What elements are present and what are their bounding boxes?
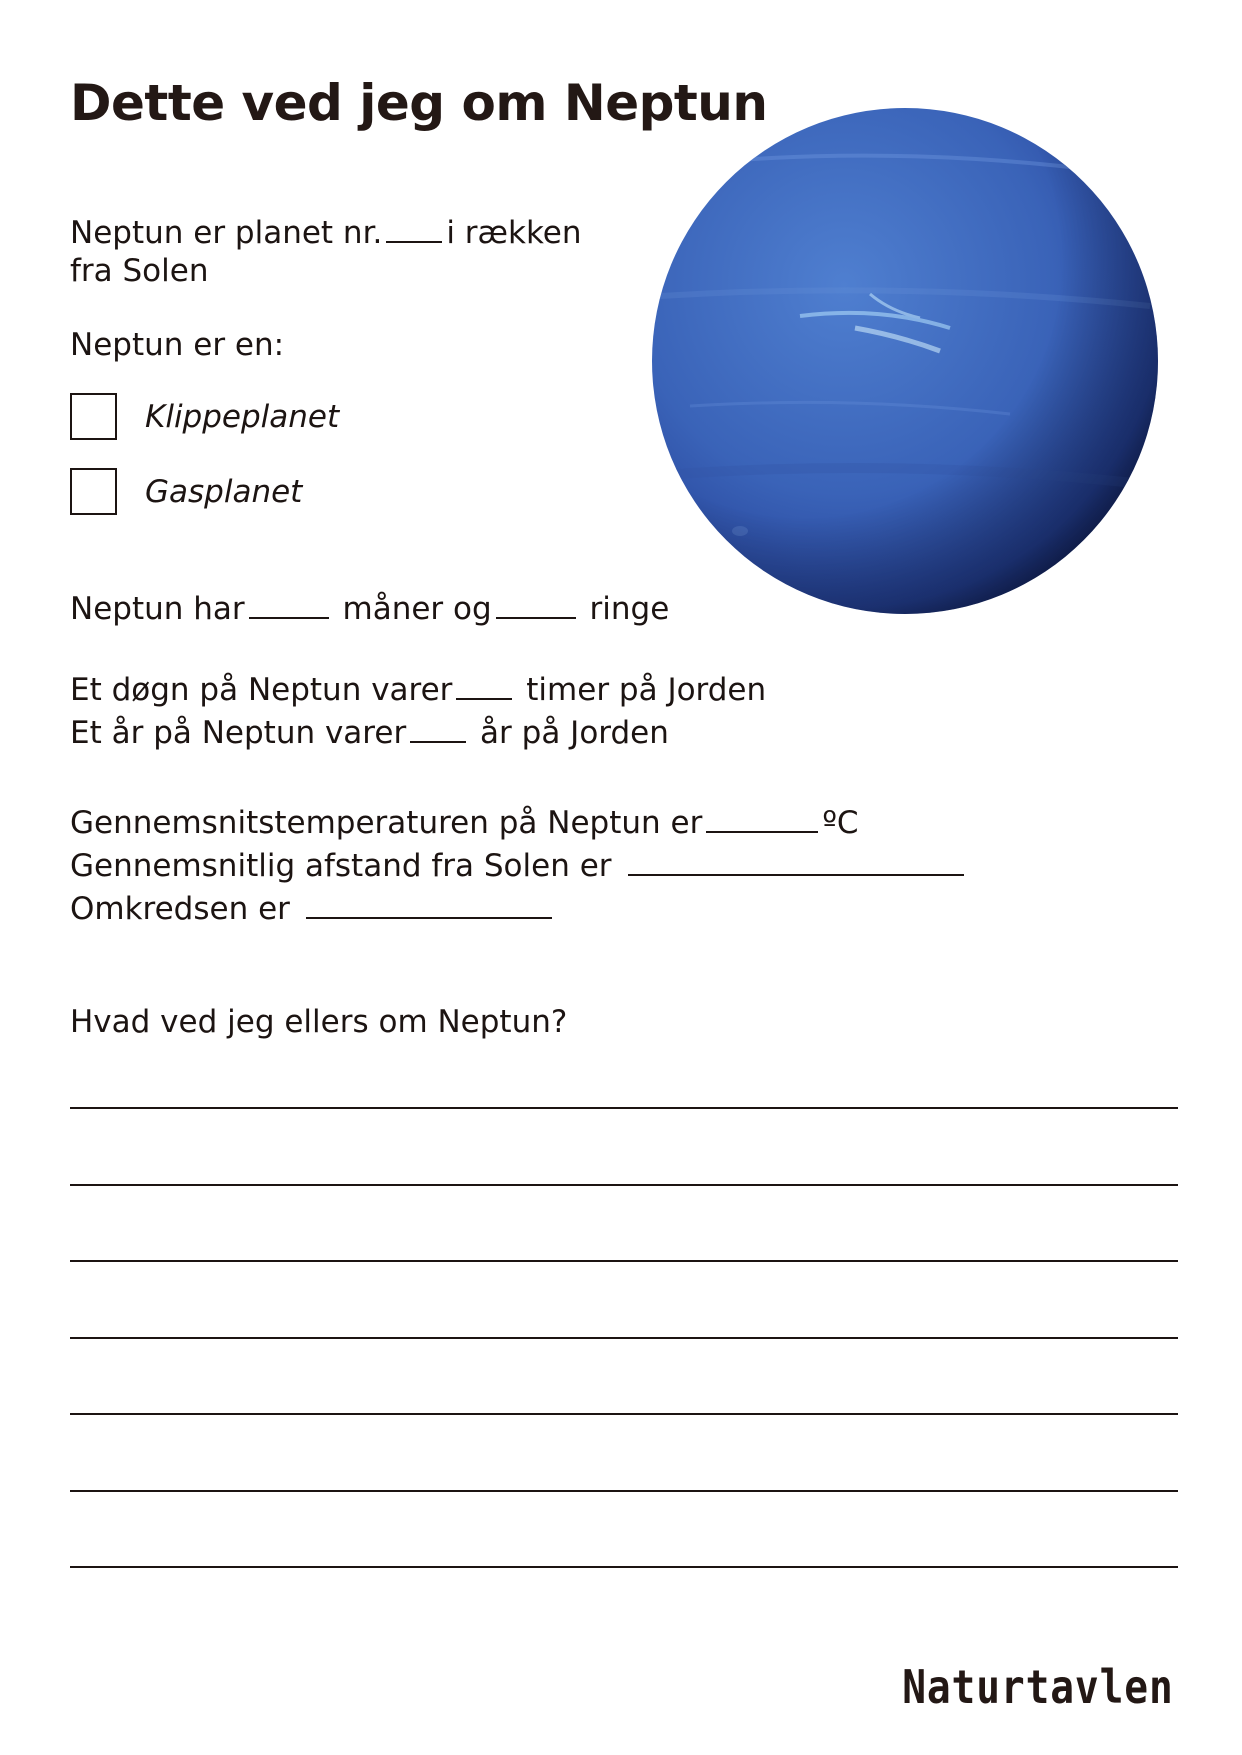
writing-line-3[interactable] (70, 1260, 1178, 1262)
question-year-length (70, 714, 669, 752)
q1-text-a: Neptun er planet nr. (70, 215, 383, 251)
writing-line-1[interactable] (70, 1107, 1178, 1109)
temperature-blank[interactable] (706, 807, 818, 833)
celsius-unit: ºC (822, 805, 859, 841)
q1-text-b: i rækken (446, 215, 582, 251)
q3-text-a: Neptun har (70, 591, 245, 627)
q3-text-c: ringe (589, 591, 670, 627)
question-temperature (70, 804, 859, 842)
question-circumference (70, 890, 556, 928)
q1-line-2: fra Solen (70, 253, 209, 289)
circumference-blank[interactable] (306, 893, 552, 919)
q4-text-b: timer på Jorden (526, 672, 767, 708)
checkbox-klippeplanet[interactable] (70, 393, 117, 440)
option-gasplanet-label: Gasplanet (145, 474, 303, 510)
planet-number-blank[interactable] (386, 217, 442, 243)
rings-blank[interactable] (496, 593, 576, 619)
checkbox-gasplanet[interactable] (70, 468, 117, 515)
question-other-facts: Hvad ved jeg ellers om Neptun? (70, 1004, 568, 1040)
distance-blank[interactable] (628, 850, 964, 876)
question-day-length (70, 671, 766, 709)
neptune-planet-image (650, 106, 1160, 616)
writing-line-2[interactable] (70, 1184, 1178, 1186)
q3-text-b: måner og (342, 591, 492, 627)
q4-text-a: Et døgn på Neptun varer (70, 672, 453, 708)
option-klippeplanet-label: Klippeplanet (145, 399, 340, 435)
q6-text: Gennemsnitstemperaturen på Neptun er (70, 805, 703, 841)
page-title: Dette ved jeg om Neptun (70, 74, 768, 132)
question-distance (70, 847, 968, 885)
moons-blank[interactable] (249, 593, 329, 619)
writing-line-5[interactable] (70, 1413, 1178, 1415)
q5-text-a: Et år på Neptun varer (70, 715, 407, 751)
brand-logo: Naturtavlen (902, 1660, 1174, 1714)
writing-line-6[interactable] (70, 1490, 1178, 1492)
day-length-blank[interactable] (456, 674, 512, 700)
writing-line-4[interactable] (70, 1337, 1178, 1339)
question-planet-number (70, 214, 582, 252)
year-length-blank[interactable] (410, 717, 466, 743)
question-moons-rings (70, 590, 669, 628)
q8-text: Omkredsen er (70, 891, 290, 927)
q5-text-b: år på Jorden (480, 715, 669, 751)
writing-line-7[interactable] (70, 1566, 1178, 1568)
q7-text: Gennemsnitlig afstand fra Solen er (70, 848, 612, 884)
planet-type-label: Neptun er en: (70, 327, 285, 363)
